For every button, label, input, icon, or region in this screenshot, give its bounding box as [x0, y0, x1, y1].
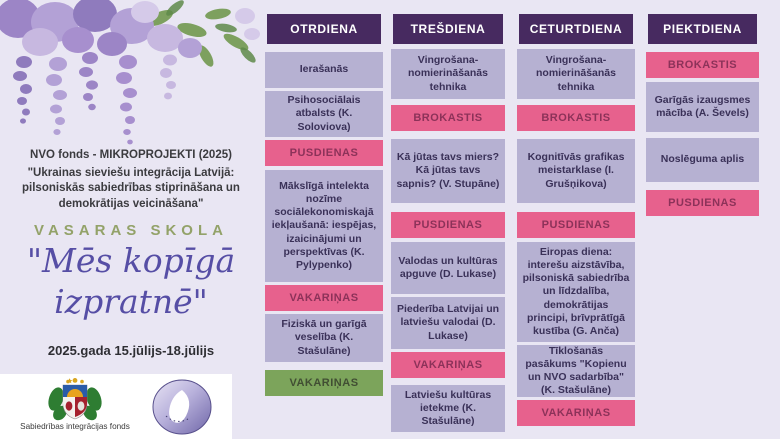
- program-project-quote: "Ukrainas sieviešu integrācija Latvijā: pilsoniskās sabiedrības stiprināšana un demokrātijas veicināšana": [22, 167, 240, 210]
- schedule-item: Fiziskā un garīgā veselība (K. Stašulāne): [265, 314, 383, 362]
- meal-item: BROKASTIS: [517, 105, 635, 131]
- meal-item: PUSDIENAS: [391, 212, 505, 238]
- event-title: [0, 240, 262, 323]
- meal-item: PUSDIENAS: [265, 140, 383, 166]
- school-label: VASARAS SKOLA: [34, 222, 228, 239]
- meal-item: BROKASTIS: [646, 52, 759, 78]
- meal-item: VAKARIŅAS: [391, 352, 505, 378]
- day-column-piektdiena: [646, 14, 759, 216]
- meal-item: PUSDIENAS: [517, 212, 635, 238]
- day-header: TREŠDIENA: [393, 14, 503, 44]
- schedule-item: Vingrošana-nomierināšanās tehnika: [391, 49, 505, 99]
- day-column-otrdiena: [265, 14, 383, 396]
- event-title-line2: izpratnē": [54, 282, 208, 322]
- schedule-item: Kā jūtas tavs miers? Kā jūtas tavs sapnis? (V. Stupāne): [391, 139, 505, 203]
- sidebar: [0, 0, 262, 439]
- schedule-item: Noslēguma aplis: [646, 138, 759, 182]
- meal-item: VAKARIŅAS: [265, 370, 383, 396]
- day-header: PIEKTDIENA: [648, 14, 757, 44]
- meal-item: VAKARIŅAS: [517, 400, 635, 426]
- integration-fund-caption: Sabiedrības integrācijas fonds: [20, 422, 130, 431]
- schedule-item: Garīgās izaugsmes mācība (A. Ševels): [646, 82, 759, 132]
- schedule-item: Valodas un kultūras apguve (D. Lukase): [391, 242, 505, 294]
- schedule-item: Piederība Latvijai un latviešu valodai (D. Lukase): [391, 297, 505, 349]
- day-header: OTRDIENA: [267, 14, 381, 44]
- meal-item: BROKASTIS: [391, 105, 505, 131]
- schedule-item: Kognitīvās grafikas meistarklase (I. Grušņikova): [517, 139, 635, 203]
- event-dates: 2025.gada 15.jūlijs-18.jūlijs: [47, 343, 215, 358]
- coat-of-arms-logo: [42, 377, 108, 423]
- schedule-item: Mākslīgā intelekta nozīme sociālekonomiskajā iekļaušanā: iespējas, izaicinājumi un perspektīvas (K. Pylypenko): [265, 170, 383, 282]
- schedule-item: Latviešu kultūras ietekme (K. Stašulāne): [391, 385, 505, 432]
- day-header: CETURTDIENA: [519, 14, 633, 44]
- wisteria-flowers-decoration: [0, 0, 262, 158]
- day-column-tresdiena: [391, 14, 505, 432]
- program-description: [8, 148, 254, 212]
- schedule-item: Ierašanās: [265, 52, 383, 88]
- schedule-item: Tīklošanās pasākums "Kopienu un NVO sadarbība" (K. Stašulāne): [517, 345, 635, 397]
- schedule-item: Vingrošana-nomierināšanās tehnika: [517, 49, 635, 99]
- day-column-ceturtdiena: [517, 14, 635, 426]
- schedule-item: Eiropas diena: interešu aizstāvība, pilsoniskā sabiedrība un līdzdalība, demokrātijas principi, brīvprātīgā kustība (G. Anča): [517, 242, 635, 342]
- program-fund-line: NVO fonds - MIKROPROJEKTI (2025): [30, 149, 232, 161]
- ring-logo: [146, 376, 218, 438]
- event-title-line1: "Mēs kopīgā: [26, 241, 236, 280]
- meal-item: PUSDIENAS: [646, 190, 759, 216]
- logo-band: [0, 374, 232, 439]
- meal-item: VAKARIŅAS: [265, 285, 383, 311]
- schedule-item: Psihosociālais atbalsts (K. Soloviova): [265, 91, 383, 137]
